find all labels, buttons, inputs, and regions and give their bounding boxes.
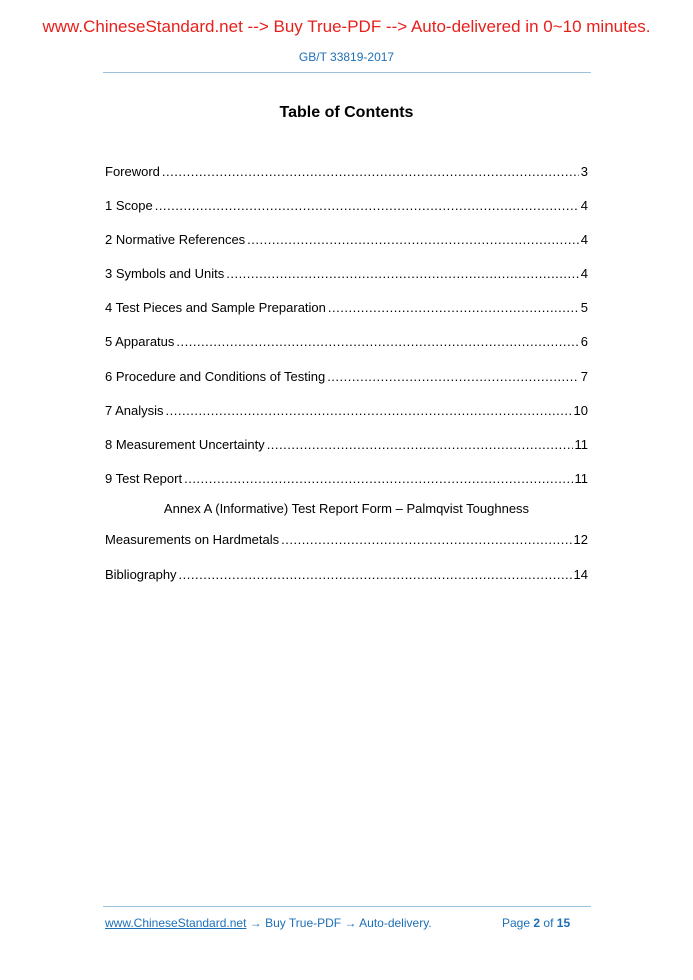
toc-entry-symbols-units[interactable]	[105, 262, 588, 282]
toc-entry-label: 7 Analysis	[105, 403, 164, 418]
page-indicator	[502, 916, 570, 930]
toc-leader-dots	[155, 198, 579, 214]
toc-entry-page: 4	[580, 232, 588, 247]
toc-leader-dots	[247, 232, 579, 248]
toc-entry-bibliography[interactable]	[105, 563, 588, 583]
toc-entry-page: 11	[574, 471, 588, 486]
toc-entry-page: 12	[573, 532, 588, 547]
toc-entry-label: 9 Test Report	[105, 471, 183, 486]
toc-entry-page: 5	[580, 300, 588, 315]
toc-entry-label: 5 Apparatus	[105, 334, 175, 349]
toc-entry-label: Bibliography	[105, 567, 177, 582]
page-current: 2	[533, 916, 541, 930]
toc-entry-uncertainty[interactable]	[105, 433, 588, 453]
toc-leader-dots	[176, 334, 578, 350]
toc-entry-label: 3 Symbols and Units	[105, 266, 225, 281]
toc-entry-page: 7	[580, 369, 588, 384]
toc-leader-dots	[328, 300, 579, 316]
page-of: of	[543, 916, 554, 930]
toc-entry-page: 10	[573, 403, 588, 418]
toc-entry-page: 4	[580, 198, 588, 213]
page-word: Page	[502, 916, 531, 930]
toc-entry-test-report[interactable]	[105, 467, 588, 487]
arrow-icon: →	[344, 916, 357, 930]
toc-leader-dots	[179, 567, 572, 583]
footer-buy-text: Buy True-PDF	[265, 916, 342, 930]
footer-links	[105, 916, 432, 930]
toc-entry-page: 14	[573, 567, 588, 582]
toc-entry-analysis[interactable]	[105, 399, 588, 419]
footer-delivery-text: Auto-delivery.	[359, 916, 432, 930]
toc-leader-dots	[184, 471, 572, 487]
toc-leader-dots	[166, 403, 572, 419]
footer-site-link[interactable]: www.ChineseStandard.net	[105, 916, 247, 930]
toc-leader-dots	[327, 369, 579, 385]
toc-title: Table of Contents	[279, 104, 414, 121]
footer-divider	[103, 906, 591, 907]
toc-entry-label: Foreword	[105, 164, 160, 179]
toc-entry-page: 11	[574, 437, 588, 452]
standard-code: GB/T 33819-2017	[298, 50, 395, 64]
toc-entry-normative-references[interactable]	[105, 228, 588, 248]
toc-entry-procedure[interactable]	[105, 365, 588, 385]
toc-entry-label: 8 Measurement Uncertainty	[105, 437, 265, 452]
toc-entry-annex-a[interactable]	[105, 528, 588, 548]
page-total: 15	[556, 916, 571, 930]
toc-entry-page: 4	[580, 266, 588, 281]
promo-banner[interactable]: www.ChineseStandard.net --> Buy True-PDF --> Auto-delivered in 0~10 minutes.	[42, 17, 651, 36]
toc-entry-label: 4 Test Pieces and Sample Preparation	[105, 300, 326, 315]
toc-leader-dots	[267, 437, 573, 453]
toc-entry-apparatus[interactable]	[105, 330, 588, 350]
toc-leader-dots	[162, 164, 579, 180]
header-divider	[103, 72, 591, 73]
toc-entry-test-pieces[interactable]	[105, 296, 588, 316]
toc-entry-scope[interactable]	[105, 194, 588, 214]
toc-entry-page: 6	[580, 334, 588, 349]
toc-leader-dots	[281, 532, 571, 548]
arrow-icon: →	[249, 916, 262, 930]
toc-entry-label: 2 Normative References	[105, 232, 246, 247]
toc-entry-page: 3	[580, 164, 588, 179]
toc-entry-annex-a-title[interactable]: Annex A (Informative) Test Report Form – Palmqvist Toughness	[163, 501, 530, 516]
toc-entry-label: 1 Scope	[105, 198, 153, 213]
toc-entry-label: 6 Procedure and Conditions of Testing	[105, 369, 326, 384]
toc-leader-dots	[226, 266, 579, 282]
toc-entry-foreword[interactable]	[105, 160, 588, 180]
toc-entry-label: Measurements on Hardmetals	[105, 532, 280, 547]
